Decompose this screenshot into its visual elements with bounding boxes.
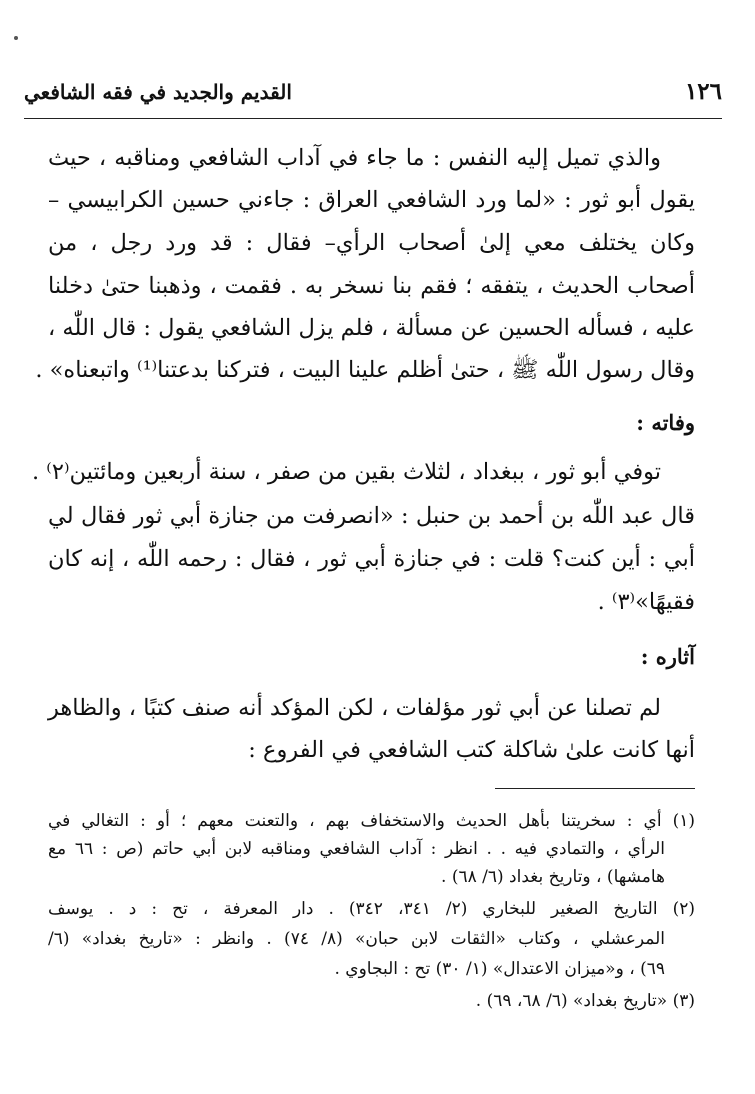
footnote-line: (٢) التاريخ الصغير للبخاري (٢/ ٣٤١، ٣٤٢) . دار المعرفة ، تح : د . يوسف: [48, 899, 695, 919]
paragraph-line: لم تصلنا عن أبي ثور مؤلفات ، لكن المؤكد أنه صنف كتبًا ، والظاهر: [48, 695, 661, 721]
header-rule: [24, 118, 722, 119]
page-number: ١٢٦: [684, 78, 722, 105]
scan-dot: [14, 36, 18, 40]
section-heading-works: آثاره :: [640, 644, 695, 669]
paragraph-line: فقيهًا»⁽٣⁾ .: [597, 589, 695, 615]
footnote-line: المرعشلي ، وكتاب «الثقات لابن حبان» (٨/ ٧٤) . وانظر : «تاريخ بغداد» (٦/: [48, 929, 665, 949]
footnote-line: هامشها) ، وتاريخ بغداد (٦/ ٦٨) .: [441, 867, 665, 887]
footnote-line: (١) أي : سخريتنا بأهل الحديث والاستخفاف بهم ، والتعنت معهم ؛ أو : التغالي في: [48, 811, 695, 831]
paragraph-line: قال عبد اللّٰه بن أحمد بن حنبل : «انصرفت من جنازة أبي ثور فقال لي: [48, 503, 695, 529]
paragraph-line: وقال رسول اللّٰه ﷺ ، حتىٰ أظلم علينا البيت ، فتركنا بدعتنا⁽¹⁾ واتبعناه» .: [35, 357, 695, 383]
paragraph-line: أصحاب الحديث ، يتفقه ؛ فقم بنا نسخر به . فقمت ، وذهبنا حتىٰ دخلنا: [48, 273, 695, 299]
footnote-line: (٣) «تاريخ بغداد» (٦/ ٦٨، ٦٩) .: [475, 991, 695, 1011]
paragraph-line: يقول أبو ثور : «لما ورد الشافعي العراق : جاءني حسين الكرابيسي –: [48, 187, 695, 213]
paragraph-line: وكان يختلف معي إلىٰ أصحاب الرأي– فقال : قد ورد رجل ، من: [48, 230, 695, 256]
section-heading-death: وفاته :: [636, 410, 695, 435]
paragraph-line: أبي : أين كنت؟ قلت : في جنازة أبي ثور ، فقال : رحمه اللّٰه ، إنه كان: [48, 546, 695, 572]
paragraph-line: توفي أبو ثور ، ببغداد ، لثلاث بقين من صفر ، سنة أربعين ومائتين⁽٢⁾ .: [32, 459, 661, 485]
footnote-line: الرأي ، والتمادي فيه . . انظر : آداب الشافعي ومناقبه لابن أبي حاتم (ص : ٦٦ مع: [48, 839, 665, 859]
paragraph-line: أنها كانت علىٰ شاكلة كتب الشافعي في الفروع :: [248, 737, 695, 763]
page-header: [24, 78, 722, 114]
paragraph-line: والذي تميل إليه النفس : ما جاء في آداب الشافعي ومناقبه ، حيث: [48, 145, 661, 171]
running-title: القديم والجديد في فقه الشافعي: [24, 80, 292, 104]
paragraph-line: عليه ، فسأله الحسين عن مسألة ، فلم يزل الشافعي يقول : قال اللّٰه ،: [48, 315, 695, 341]
footnote-rule: [495, 788, 695, 789]
footnote-line: ٦٩) ، و«ميزان الاعتدال» (١/ ٣٠) تح : البجاوي .: [334, 959, 665, 979]
